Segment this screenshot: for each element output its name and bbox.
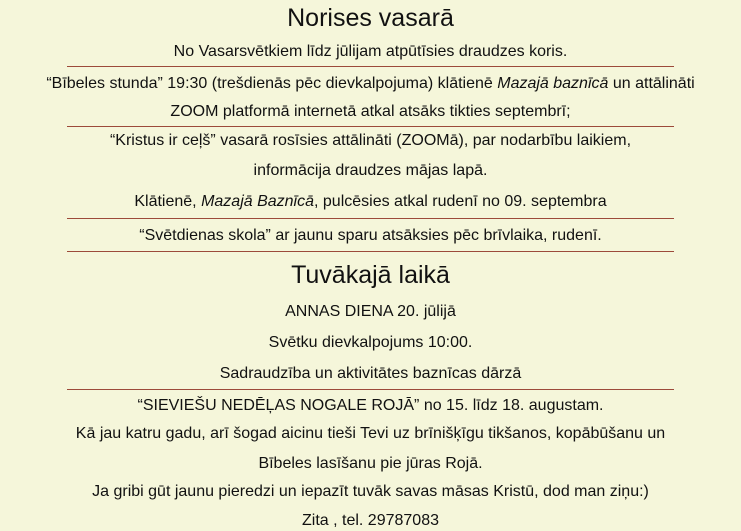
in-person-text-b: , pulcēsies atkal rudenī no 09. septembra	[314, 193, 607, 210]
divider	[67, 126, 674, 127]
in-person-line	[0, 192, 741, 212]
anna-day: ANNAS DIENA 20. jūlijā	[285, 303, 456, 320]
invite-line-2: Bībeles lasīšanu pie jūras Rojā.	[258, 455, 483, 472]
fellowship: Sadraudzība un aktivitātes baznīcas dārzā	[219, 365, 522, 382]
in-person-location: Mazajā Baznīcā	[201, 193, 315, 210]
divider	[67, 218, 674, 219]
bible-study-line-2: ZOOM platformā internetā atkal atsāks tikties septembrī;	[170, 103, 571, 120]
summer-heading: Norises vasarā	[287, 4, 454, 32]
christ-way-line-2: informācija draudzes mājas lapā.	[253, 162, 488, 179]
bible-study-text-a: “Bībeles stunda” 19:30 (trešdienās pēc dievkalpojuma) klātienē	[46, 75, 498, 92]
bible-study-line-1	[0, 74, 741, 94]
sunday-school-notice: “Svētdienas skola” ar jaunu sparu atsāksies pēc brīvlaika, rudenī.	[139, 227, 602, 244]
bible-study-text-b: un attālināti	[608, 75, 695, 92]
divider	[67, 66, 674, 67]
upcoming-heading: Tuvākajā laikā	[291, 261, 450, 289]
divider	[67, 389, 674, 390]
bible-study-location: Mazajā baznīcā	[497, 75, 609, 92]
divider	[67, 251, 674, 252]
in-person-text-a: Klātienē,	[134, 193, 202, 210]
festive-service: Svētku dievkalpojums 10:00.	[268, 334, 473, 351]
invite-line-1: Kā jau katru gadu, arī šogad aicinu tieši Tevi uz brīnišķīgu tikšanos, kopābūšanu un	[75, 425, 666, 442]
contact-line: Zita , tel. 29787083	[302, 512, 439, 529]
women-weekend: “SIEVIEŠU NEDĒĻAS NOGALE ROJĀ” no 15. līdz 18. augustam.	[137, 397, 604, 414]
invite-line-3: Ja gribi gūt jaunu pieredzi un iepazīt tuvāk savas māsas Kristū, dod man ziņu:)	[92, 483, 649, 500]
christ-way-line-1: “Kristus ir ceļš” vasarā rosīsies attālināti (ZOOMā), par nodarbību laikiem,	[109, 132, 632, 149]
choir-notice: No Vasarsvētkiem līdz jūlijam atpūtīsies draudzes koris.	[173, 43, 568, 60]
